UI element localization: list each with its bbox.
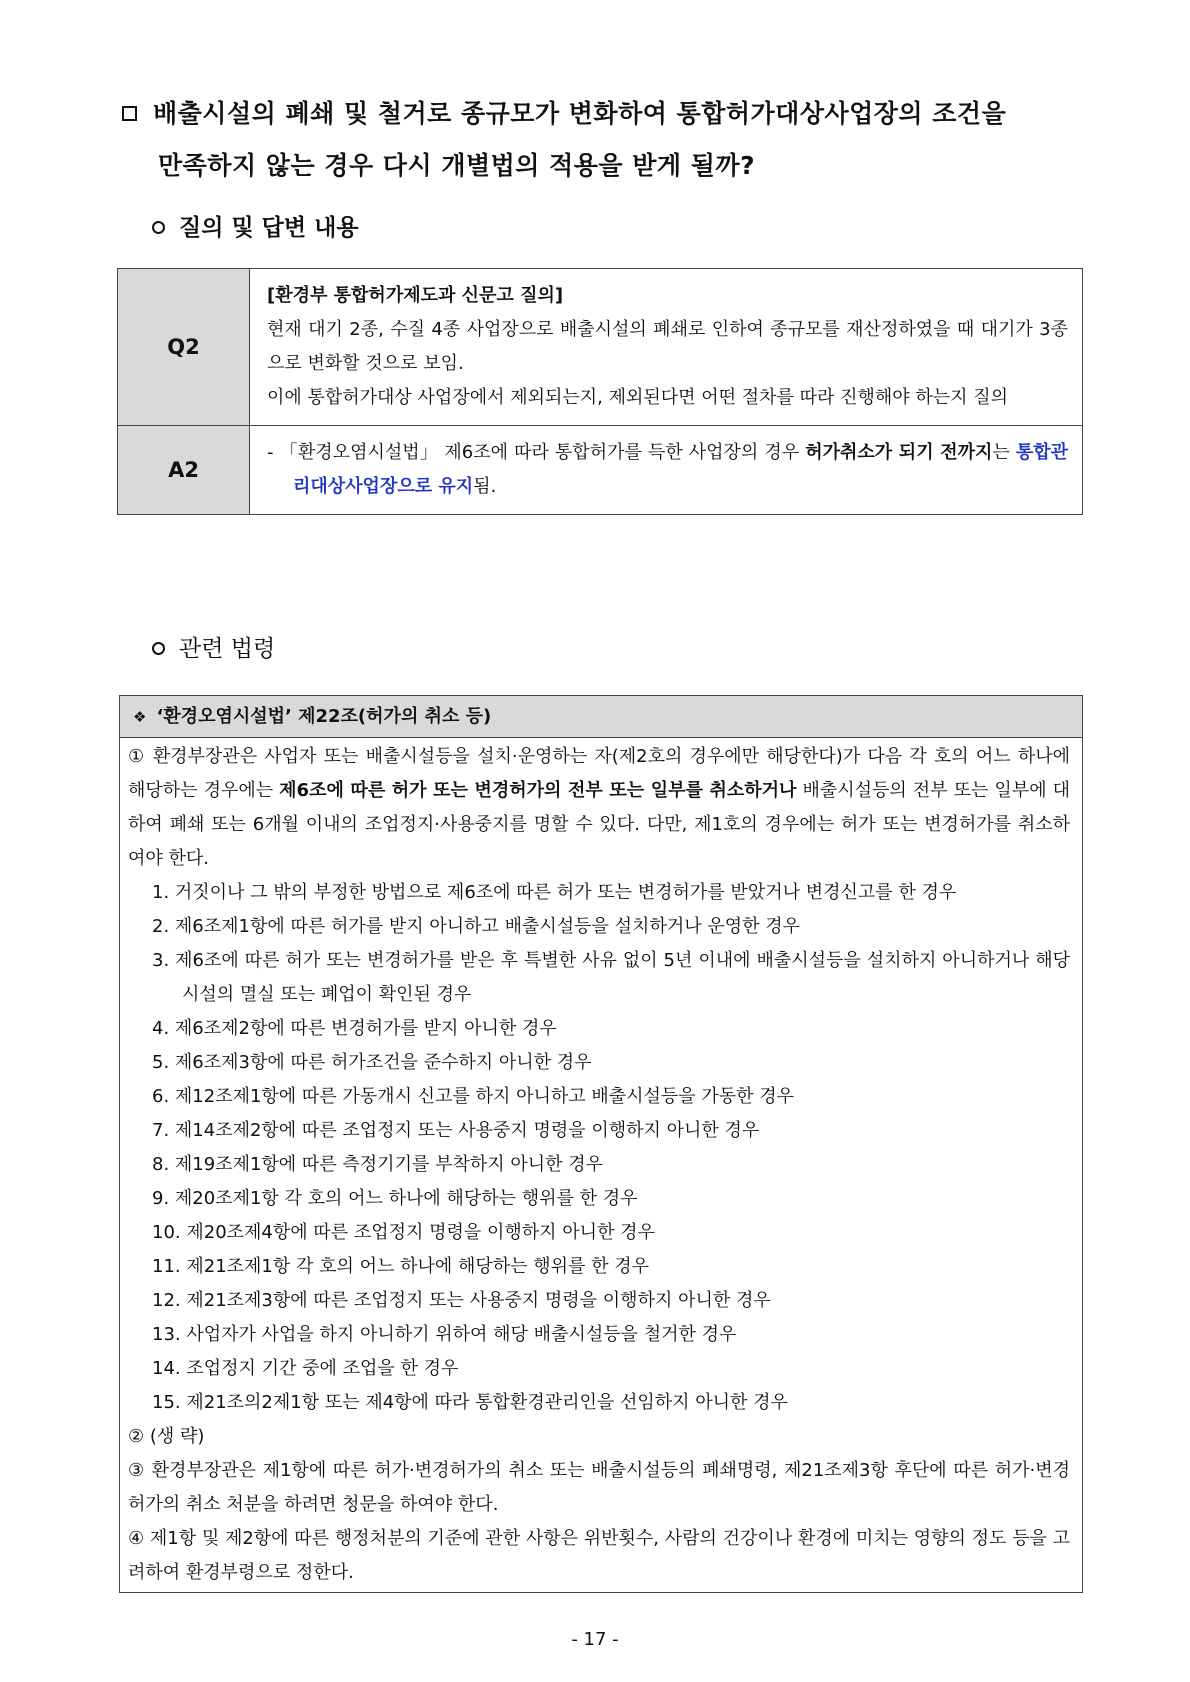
question-text-1: 현재 대기 2종, 수질 4종 사업장으로 배출시설의 폐쇄로 인하여 종규모를 재산정하였을 때 대기가 3종으로 변화할 것으로 보임. [267, 319, 1068, 374]
qa-table [117, 268, 1083, 515]
law-paragraph-1-text-a: ① 환경부장관은 사업자 또는 배출시설등을 설치·운영하는 자(제2호의 경우에만 해당한다)가 다음 각 호의 어느 하나에 해당하는 경우에는 [128, 746, 1070, 801]
answer-label: A2 [118, 426, 250, 515]
law-item: 14. 조업정지 기간 중에 조업을 한 경우 [152, 1358, 459, 1379]
law-body [120, 738, 1082, 1592]
heading-line-1 [122, 88, 1082, 140]
law-paragraph-1 [128, 740, 1070, 876]
answer-highlight-text: 통합관리대상사업장으로 유지 [293, 442, 1068, 497]
question-content [250, 269, 1083, 426]
answer-text [267, 436, 1068, 504]
law-item: 6. 제12조제1항에 따른 가동개시 신고를 하지 아니하고 배출시설등을 가동한 경우 [152, 1086, 795, 1107]
answer-bold-text: 허가취소가 되기 전까지 [805, 442, 993, 463]
law-paragraph-4: ④ 제1항 및 제2항에 따른 행정처분의 기준에 관한 사항은 위반횟수, 사람의 건강이나 환경에 미치는 영향의 정도 등을 고려하여 환경부령으로 정한다. [128, 1528, 1070, 1583]
law-paragraph-1-text-b: 배출시설등의 전부 또는 일부에 대하여 폐쇄 또는 6개월 이내의 조업정지·사용중지를 명할 수 있다. 다만, 제1호의 경우에는 허가 또는 변경허가를 취소하여야 한다. [128, 780, 1070, 869]
square-bullet-icon [122, 106, 137, 121]
question-row [118, 269, 1083, 426]
law-section-title [152, 634, 275, 664]
heading-text-1: 배출시설의 폐쇄 및 철거로 종규모가 변화하여 통합허가대상사업장의 조건을 [153, 99, 1007, 128]
diamond-bullet-icon: ❖ [133, 708, 147, 726]
law-paragraph-1-bold: 제6조에 따른 허가 또는 변경허가의 전부 또는 일부를 취소하거나 [279, 780, 797, 801]
law-item: 9. 제20조제1항 각 호의 어느 하나에 해당하는 행위를 한 경우 [152, 1188, 638, 1209]
question-text-2: 이에 통합허가대상 사업장에서 제외되는지, 제외된다면 어떤 절차를 따라 진행해야 하는지 질의 [267, 387, 1009, 408]
circle-bullet-icon [152, 642, 165, 655]
law-title-bar [120, 696, 1082, 738]
law-item: 1. 거짓이나 그 밖의 부정한 방법으로 제6조에 따른 허가 또는 변경허가를 받았거나 변경신고를 한 경우 [152, 882, 957, 903]
law-item: 3. 제6조에 따른 허가 또는 변경허가를 받은 후 특별한 사유 없이 5년 이내에 배출시설등을 설치하지 아니하거나 해당 시설의 멸실 또는 폐업이 확인된 경우 [152, 950, 1070, 1005]
qa-section-label: 질의 및 답변 내용 [179, 215, 359, 241]
question-label: Q2 [118, 269, 250, 426]
law-box [119, 695, 1083, 1593]
law-item: 8. 제19조제1항에 따른 측정기기를 부착하지 아니한 경우 [152, 1154, 604, 1175]
law-item: 4. 제6조제2항에 따른 변경허가를 받지 아니한 경우 [152, 1018, 557, 1039]
law-title: ‘환경오염시설법’ 제22조(허가의 취소 등) [156, 706, 492, 727]
law-paragraph-2: ② (생 략) [128, 1426, 205, 1447]
law-paragraph-3: ③ 환경부장관은 제1항에 따른 허가·변경허가의 취소 또는 배출시설등의 폐쇄명령, 제21조제3항 후단에 따른 허가·변경허가의 취소 처분을 하려면 청문을 하여야 한다. [128, 1460, 1070, 1515]
law-section-label: 관련 법령 [179, 636, 276, 662]
law-item: 13. 사업자가 사업을 하지 아니하기 위하여 해당 배출시설등을 철거한 경우 [152, 1324, 737, 1345]
circle-bullet-icon [152, 221, 165, 234]
answer-text-part-1: - 「환경오염시설법」 제6조에 따라 통합허가를 득한 사업장의 경우 [267, 442, 806, 463]
page-number: - 17 - [571, 1629, 619, 1650]
qa-section-title [152, 213, 359, 243]
law-item: 7. 제14조제2항에 따른 조업정지 또는 사용중지 명령을 이행하지 아니한 경우 [152, 1120, 760, 1141]
law-item: 10. 제20조제4항에 따른 조업정지 명령을 이행하지 아니한 경우 [152, 1222, 655, 1243]
answer-content [250, 426, 1083, 515]
question-heading [122, 88, 1082, 192]
law-item: 2. 제6조제1항에 따른 허가를 받지 아니하고 배출시설등을 설치하거나 운영한 경우 [152, 916, 800, 937]
answer-row [118, 426, 1083, 515]
law-item: 12. 제21조제3항에 따른 조업정지 또는 사용중지 명령을 이행하지 아니한 경우 [152, 1290, 771, 1311]
law-item: 5. 제6조제3항에 따른 허가조건을 준수하지 아니한 경우 [152, 1052, 592, 1073]
answer-text-part-3: 됨. [473, 476, 497, 497]
law-item: 11. 제21조제1항 각 호의 어느 하나에 해당하는 행위를 한 경우 [152, 1256, 650, 1277]
answer-text-part-2: 는 [992, 442, 1016, 463]
heading-line-2: 만족하지 않는 경우 다시 개별법의 적용을 받게 될까? [158, 151, 756, 180]
question-title: [환경부 통합허가제도과 신문고 질의] [267, 285, 564, 306]
law-item: 15. 제21조의2제1항 또는 제4항에 따라 통합환경관리인을 선임하지 아니한 경우 [152, 1392, 788, 1413]
